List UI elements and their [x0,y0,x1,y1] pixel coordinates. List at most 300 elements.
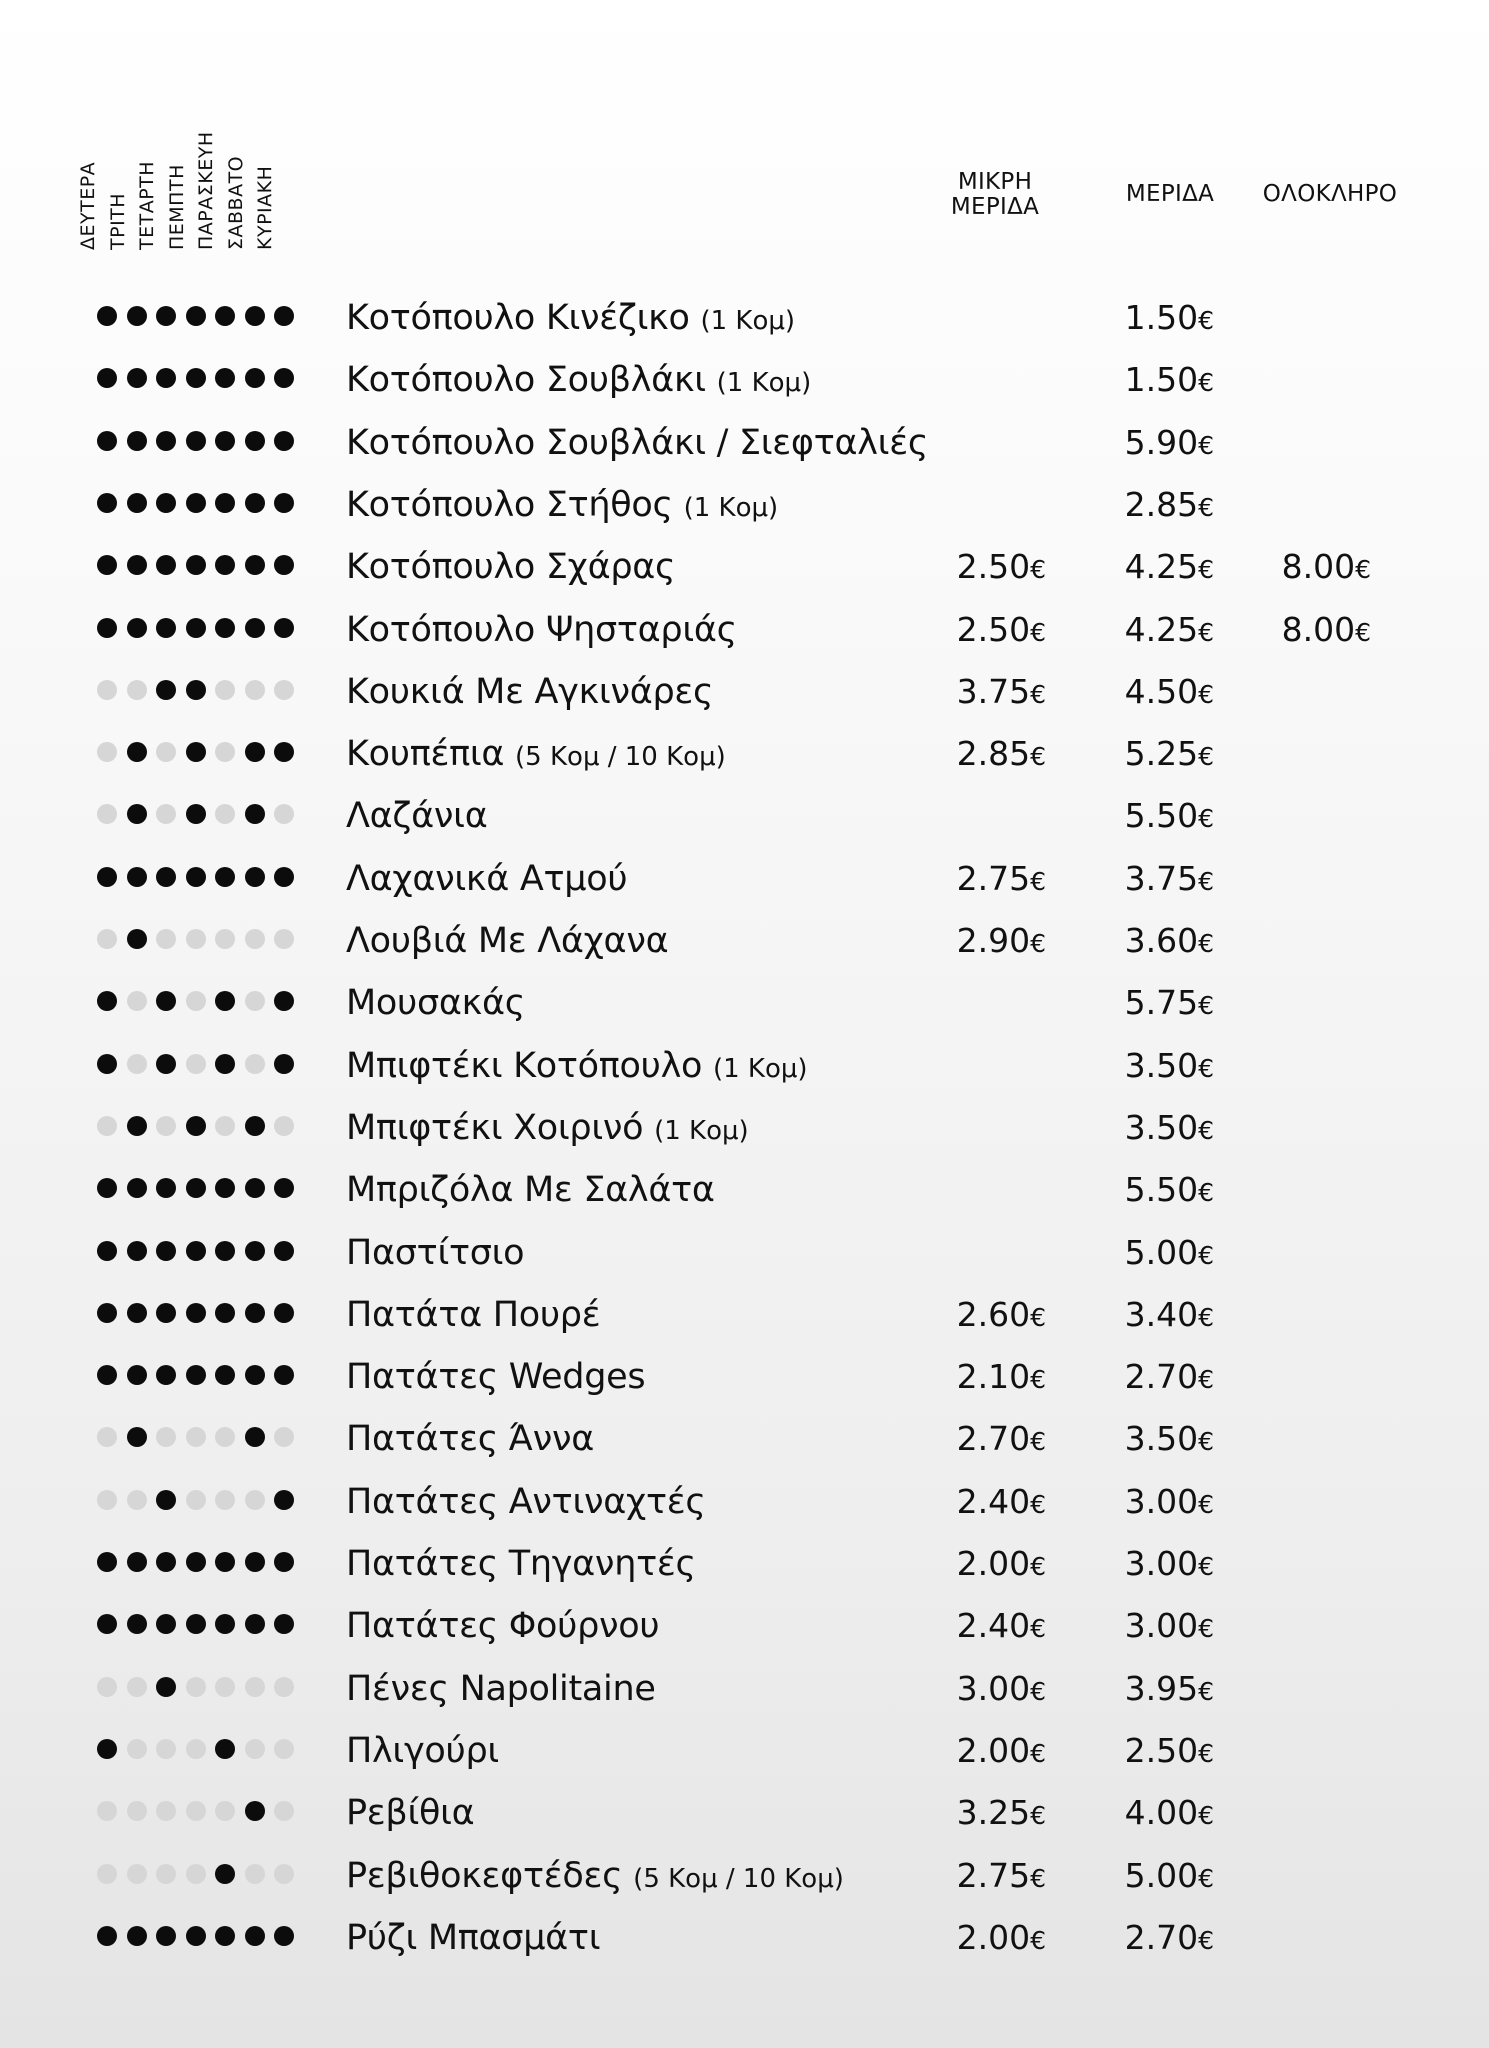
menu-item-row [0,1035,1489,1097]
menu-item-row [0,1595,1489,1657]
small-portion-price: 2.50€ [956,547,1046,587]
unavailable-dot [245,1677,265,1697]
unavailable-dot [274,680,294,700]
weekday-label-text: ΔΕΥΤΕΡΑ [77,161,99,250]
available-dot [274,742,294,762]
available-dot [97,493,117,513]
menu-item-row [0,1907,1489,1969]
unavailable-dot [215,1677,235,1697]
whole-price: 8.00€ [1281,547,1371,587]
unavailable-dot [186,1427,206,1447]
menu-item-row [0,785,1489,847]
unavailable-dot [245,929,265,949]
menu-item-title: Πατάτες Φούρνου [346,1606,660,1647]
available-dot [97,1178,117,1198]
menu-item-name [346,795,488,837]
portion-price: 4.00€ [1124,1793,1214,1833]
available-dot [215,1054,235,1074]
portion-price: 3.00€ [1124,1481,1214,1521]
menu-item-title: Πλιγούρι [346,1730,499,1771]
menu-item-row [0,412,1489,474]
unavailable-dot [127,680,147,700]
menu-item-note: (5 Κομ / 10 Κομ) [633,1863,844,1894]
available-dot [97,555,117,575]
available-dot [274,306,294,326]
available-dot [127,1614,147,1634]
small-portion-header [930,170,1060,220]
available-dot [97,1303,117,1323]
menu-item-row [0,1720,1489,1782]
weekday-label [191,100,221,250]
small-portion-price: 3.25€ [956,1793,1046,1833]
weekday-label-text: ΠΕΜΠΤΗ [165,164,188,250]
available-dot [186,431,206,451]
menu-item-name [346,1668,656,1710]
unavailable-dot [245,1490,265,1510]
available-dot [245,306,265,326]
available-dot [127,1241,147,1261]
unavailable-dot [127,1677,147,1697]
menu-item-name [346,422,928,464]
menu-item-title: Ρύζι Μπασμάτι [346,1917,601,1958]
available-dot [245,431,265,451]
available-dot [215,991,235,1011]
available-dot [156,1365,176,1385]
menu-item-row [0,1408,1489,1470]
available-dot [97,867,117,887]
available-dot [245,1552,265,1572]
menu-item-name [346,1107,749,1152]
menu-item-row [0,599,1489,661]
portion-price: 3.50€ [1124,1045,1214,1085]
available-dot [156,1054,176,1074]
weekday-label [132,100,162,250]
unavailable-dot [127,1739,147,1759]
available-dot [156,1552,176,1572]
available-dot [215,555,235,575]
unavailable-dot [245,1054,265,1074]
available-dot [127,1926,147,1946]
menu-item-title: Μπιφτέκι Κοτόπουλο [346,1045,703,1086]
menu-item-name [346,1855,844,1900]
available-dot [127,804,147,824]
small-portion-price: 2.00€ [956,1730,1046,1770]
unavailable-dot [97,1801,117,1821]
unavailable-dot [245,1864,265,1884]
menu-item-row [0,723,1489,785]
available-dot [186,368,206,388]
available-dot [274,431,294,451]
available-dot [245,1303,265,1323]
menu-item-title: Παστίτσιο [346,1232,525,1273]
portion-price: 3.00€ [1124,1606,1214,1646]
menu-item-name [346,920,668,962]
available-dot [186,1365,206,1385]
menu-item-name [346,1232,524,1274]
available-dot [127,1116,147,1136]
available-dot [215,1614,235,1634]
menu-item-name [346,359,811,404]
unavailable-dot [127,1054,147,1074]
small-portion-price: 2.60€ [956,1294,1046,1334]
menu-item-name [346,1605,659,1647]
menu-item-title: Πατάτα Πουρέ [346,1294,601,1335]
small-portion-header-line2: ΜΕΡΙΔΑ [950,194,1040,220]
available-dot [245,493,265,513]
menu-item-row [0,661,1489,723]
available-dot [127,493,147,513]
available-dot [97,1241,117,1261]
menu-item-name [346,1543,696,1585]
weekday-label [221,100,251,250]
available-dot [127,431,147,451]
available-dot [186,555,206,575]
small-portion-price: 2.00€ [956,1917,1046,1957]
menu-item-name [346,1481,706,1523]
available-dot [186,493,206,513]
portion-price: 2.70€ [1124,1357,1214,1397]
menu-item-title: Πένες Napolitaine [346,1668,656,1709]
portion-price: 3.50€ [1124,1419,1214,1459]
available-dot [215,1241,235,1261]
menu-item-title: Πατάτες Wedges [346,1357,646,1398]
available-dot [245,1241,265,1261]
small-portion-price: 2.75€ [956,858,1046,898]
unavailable-dot [215,1801,235,1821]
available-dot [156,1241,176,1261]
available-dot [186,1178,206,1198]
small-portion-price: 2.10€ [956,1357,1046,1397]
available-dot [156,680,176,700]
available-dot [186,804,206,824]
menu-item-row [0,1845,1489,1907]
menu-item-name [346,1356,645,1398]
unavailable-dot [97,680,117,700]
available-dot [245,742,265,762]
menu-item-row [0,287,1489,349]
available-dot [156,1926,176,1946]
unavailable-dot [186,1490,206,1510]
portion-price: 5.25€ [1124,734,1214,774]
small-portion-price: 3.00€ [956,1668,1046,1708]
portion-price: 4.25€ [1124,547,1214,587]
unavailable-dot [97,1490,117,1510]
portion-price: 3.50€ [1124,1107,1214,1147]
available-dot [186,1241,206,1261]
available-dot [245,1178,265,1198]
menu-item-title: Λαζάνια [346,796,488,837]
unavailable-dot [215,742,235,762]
unavailable-dot [186,1739,206,1759]
weekday-label [103,100,133,250]
portion-price: 3.60€ [1124,921,1214,960]
portion-price: 1.50€ [1124,360,1214,400]
small-portion-price: 2.90€ [956,921,1046,960]
available-dot [274,1303,294,1323]
small-portion-price: 2.40€ [956,1606,1046,1646]
available-dot [274,555,294,575]
small-portion-price: 2.00€ [956,1544,1046,1583]
unavailable-dot [156,1739,176,1759]
unavailable-dot [215,1116,235,1136]
available-dot [97,368,117,388]
unavailable-dot [274,1677,294,1697]
small-portion-price: 2.40€ [956,1481,1046,1521]
available-dot [274,1178,294,1198]
unavailable-dot [274,929,294,949]
unavailable-dot [215,680,235,700]
available-dot [215,1365,235,1385]
menu-item-title: Ρεβίθια [346,1793,475,1834]
menu-item-note: (1 Κομ) [716,368,812,399]
available-dot [97,1552,117,1572]
portion-price: 5.90€ [1124,422,1214,462]
available-dot [186,1926,206,1946]
menu-item-name [346,1730,499,1772]
available-dot [127,1365,147,1385]
available-dot [215,493,235,513]
available-dot [186,1552,206,1572]
small-portion-price: 2.50€ [956,609,1046,649]
available-dot [97,1054,117,1074]
available-dot [215,867,235,887]
menu-item-row [0,1533,1489,1595]
portion-price: 5.00€ [1124,1232,1214,1272]
portion-price: 5.50€ [1124,796,1214,836]
available-dot [274,368,294,388]
unavailable-dot [245,680,265,700]
available-dot [127,1178,147,1198]
unavailable-dot [156,1801,176,1821]
available-dot [127,555,147,575]
menu-item-row [0,1471,1489,1533]
menu-item-name [346,858,627,900]
available-dot [245,867,265,887]
available-dot [186,680,206,700]
unavailable-dot [215,1490,235,1510]
available-dot [156,306,176,326]
unavailable-dot [127,991,147,1011]
available-dot [156,431,176,451]
menu-item-title: Κουπέπια [346,734,505,775]
unavailable-dot [127,1490,147,1510]
available-dot [215,306,235,326]
menu-item-row [0,1097,1489,1159]
menu-item-title: Κοτόπουλο Στήθος [346,484,673,525]
small-portion-price: 2.75€ [956,1855,1046,1895]
weekday-label-text: ΚΥΡΙΑΚΗ [254,165,276,250]
menu-item-name [346,1792,474,1834]
available-dot [215,1552,235,1572]
portion-price: 2.85€ [1124,484,1214,524]
available-dot [245,368,265,388]
unavailable-dot [127,1864,147,1884]
menu-item-note: (1 Κομ) [712,1053,808,1084]
portion-price: 5.00€ [1124,1855,1214,1895]
menu-item-name [346,1294,600,1336]
available-dot [245,1365,265,1385]
portion-price: 3.00€ [1124,1544,1214,1583]
available-dot [127,929,147,949]
menu-item-title: Πατάτες Αντιναχτές [346,1481,706,1522]
available-dot [156,1303,176,1323]
available-dot [274,618,294,638]
menu-item-row [0,848,1489,910]
available-dot [156,368,176,388]
available-dot [215,368,235,388]
small-portion-price: 2.85€ [956,734,1046,774]
unavailable-dot [215,1427,235,1447]
available-dot [274,1241,294,1261]
available-dot [186,306,206,326]
available-dot [186,1303,206,1323]
menu-item-note: (1 Κομ) [700,306,796,336]
available-dot [156,1614,176,1634]
available-dot [127,1552,147,1572]
available-dot [156,991,176,1011]
available-dot [215,1303,235,1323]
weekday-label [73,100,103,250]
available-dot [97,1614,117,1634]
available-dot [274,1365,294,1385]
menu-item-title: Κοτόπουλο Σχάρας [346,547,676,588]
unavailable-dot [156,1864,176,1884]
unavailable-dot [97,1116,117,1136]
unavailable-dot [215,929,235,949]
menu-item-name [346,1418,594,1460]
available-dot [274,1926,294,1946]
available-dot [156,493,176,513]
unavailable-dot [274,1739,294,1759]
available-dot [156,1178,176,1198]
available-dot [127,1303,147,1323]
menu-item-note: (1 Κομ) [683,492,779,523]
unavailable-dot [186,1677,206,1697]
menu-item-name [346,1917,600,1959]
portion-price: 3.95€ [1124,1668,1214,1708]
unavailable-dot [186,929,206,949]
unavailable-dot [215,804,235,824]
available-dot [245,1926,265,1946]
portion-price: 5.75€ [1124,983,1214,1023]
weekday-label-text: ΣΑΒΒΑΤΟ [224,155,247,250]
unavailable-dot [274,1427,294,1447]
menu-item-row [0,972,1489,1034]
menu-item-note: (1 Κομ) [654,1115,749,1146]
available-dot [97,1739,117,1759]
small-portion-price: 2.70€ [956,1419,1046,1459]
weekday-label-text: ΤΕΤΑΡΤΗ [136,160,158,250]
portion-price: 1.50€ [1124,298,1214,337]
available-dot [215,1178,235,1198]
available-dot [274,1552,294,1572]
available-dot [215,1926,235,1946]
available-dot [127,1427,147,1447]
available-dot [186,618,206,638]
small-portion-header-line1: ΜΙΚΡΗ [957,169,1033,195]
menu-item-name [346,671,713,713]
available-dot [156,1677,176,1697]
unavailable-dot [97,1677,117,1697]
unavailable-dot [97,804,117,824]
available-dot [245,1614,265,1634]
available-dot [245,1116,265,1136]
available-dot [245,1427,265,1447]
whole-price: 8.00€ [1281,609,1371,649]
unavailable-dot [186,1801,206,1821]
available-dot [215,618,235,638]
available-dot [127,306,147,326]
unavailable-dot [97,742,117,762]
menu-item-name [346,609,737,651]
available-dot [97,991,117,1011]
available-dot [245,618,265,638]
menu-item-title: Λουβιά Με Λάχανα [346,921,669,961]
available-dot [127,618,147,638]
available-dot [245,1801,265,1821]
menu-item-row [0,474,1489,536]
menu-item-row [0,1222,1489,1284]
available-dot [215,1864,235,1884]
menu-item-row [0,1658,1489,1720]
menu-item-title: Μπιφτέκι Χοιρινό [346,1107,644,1148]
unavailable-dot [156,929,176,949]
unavailable-dot [186,1864,206,1884]
portion-price: 3.40€ [1124,1294,1214,1334]
available-dot [97,1365,117,1385]
available-dot [274,867,294,887]
portion-header: ΜΕΡΙΔΑ [1125,181,1215,207]
available-dot [274,1490,294,1510]
portion-price: 5.50€ [1124,1170,1214,1210]
available-dot [127,867,147,887]
menu-item-row [0,1346,1489,1408]
weekday-label [250,100,280,250]
menu-item-note: (5 Κομ / 10 Κομ) [515,742,726,773]
available-dot [274,493,294,513]
menu-item-title: Κουκιά Με Αγκινάρες [346,671,714,712]
unavailable-dot [274,804,294,824]
available-dot [156,555,176,575]
menu-item-name [346,484,778,529]
unavailable-dot [127,1801,147,1821]
menu-item-title: Κοτόπουλο Ψησταριάς [346,609,737,650]
unavailable-dot [97,929,117,949]
menu-item-name [346,546,675,588]
weekday-label [162,100,192,250]
available-dot [127,742,147,762]
unavailable-dot [186,991,206,1011]
weekday-label-text: ΠΑΡΑΣΚΕΥΗ [195,131,217,250]
menu-item-row [0,1159,1489,1221]
unavailable-dot [274,1801,294,1821]
available-dot [156,1490,176,1510]
unavailable-dot [156,742,176,762]
small-portion-price: 3.75€ [956,671,1046,711]
menu-item-row [0,910,1489,972]
menu-item-title: Λαχανικά Ατμού [346,858,628,899]
menu-item-title: Πατάτες Τηγανητές [346,1544,696,1584]
available-dot [97,1926,117,1946]
menu-item-name [346,297,795,342]
available-dot [186,1614,206,1634]
available-dot [245,555,265,575]
available-dot [215,431,235,451]
menu-item-row [0,1284,1489,1346]
available-dot [156,618,176,638]
menu-item-title: Μπριζόλα Με Σαλάτα [346,1170,715,1211]
available-dot [215,1739,235,1759]
